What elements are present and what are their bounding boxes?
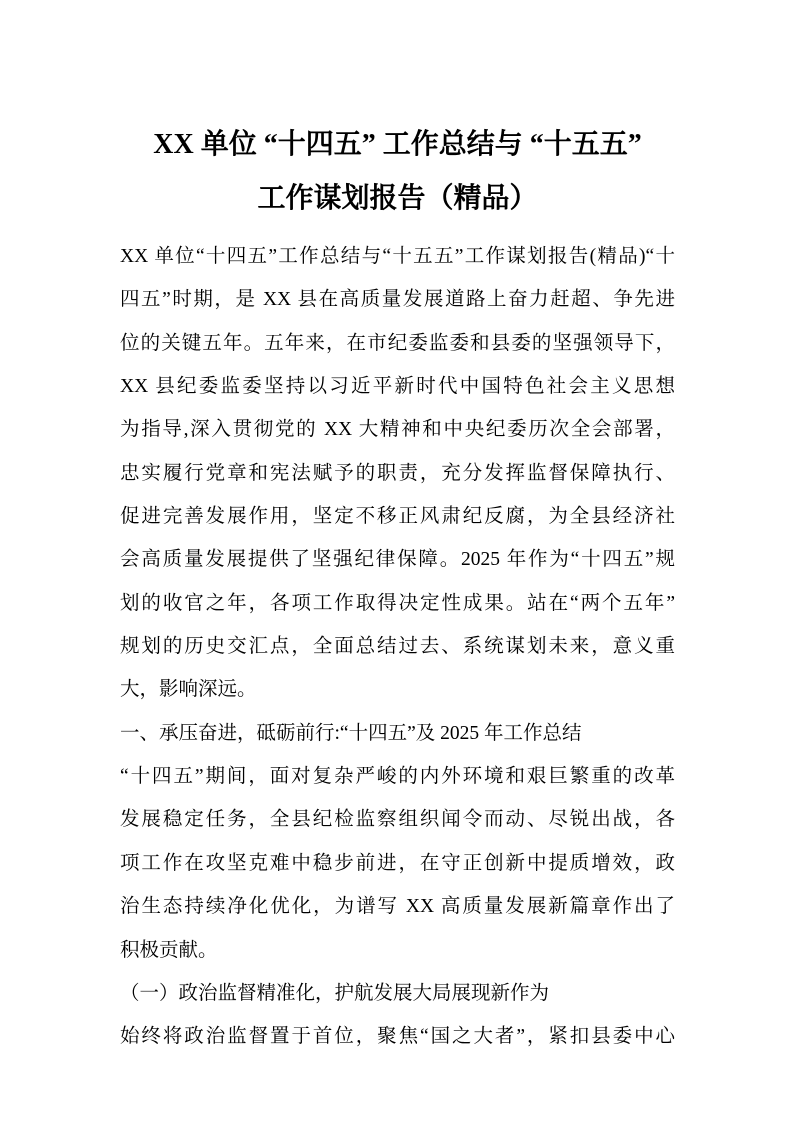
body-line: 积极贡献。 bbox=[120, 939, 218, 961]
body-line: 忠实履行党章和宪法赋予的职责，充分发挥监督保障执行、 bbox=[120, 462, 675, 484]
body-line: 四五”时期，是 XX 县在高质量发展道路上奋力赶超、争先进 bbox=[120, 289, 675, 311]
body-line: XX 单位“十四五”工作总结与“十五五”工作谋划报告(精品)“十 bbox=[120, 246, 675, 267]
body-line: “十四五”期间，面对复杂严峻的内外环境和艰巨繁重的改革 bbox=[120, 766, 675, 788]
document-body bbox=[120, 235, 675, 1059]
subsection-heading: （一）政治监督精准化，护航发展大局展现新作为 bbox=[120, 982, 550, 1004]
document-title bbox=[120, 118, 675, 226]
body-line: 促进完善发展作用，坚定不移正风肃纪反腐，为全县经济社 bbox=[120, 506, 675, 528]
body-line: 为指导,深入贯彻党的 XX 大精神和中央纪委历次全会部署， bbox=[120, 419, 675, 441]
body-line: 始终将政治监督置于首位，聚焦“国之大者”，紧扣县委中心 bbox=[120, 1026, 675, 1048]
body-line: 位的关键五年。五年来，在市纪委监委和县委的坚强领导下， bbox=[120, 332, 675, 354]
body-line: 规划的历史交汇点，全面总结过去、系统谋划未来，意义重 bbox=[120, 636, 675, 658]
section-heading: 一、承压奋进，砥砺前行:“十四五”及 2025 年工作总结 bbox=[120, 722, 582, 744]
document-title-line-2: 工作谋划报告（精品） bbox=[257, 183, 538, 214]
document-title-line-1: XX 单位 “十四五” 工作总结与 “十五五” bbox=[153, 129, 642, 160]
document-content bbox=[120, 118, 675, 1059]
body-line: 划的收官之年，各项工作取得决定性成果。站在“两个五年” bbox=[120, 592, 675, 614]
body-line: 会高质量发展提供了坚强纪律保障。2025 年作为“十四五”规 bbox=[120, 549, 675, 571]
body-line: XX 县纪委监委坚持以习近平新时代中国特色社会主义思想 bbox=[120, 376, 675, 398]
body-line: 大，影响深远。 bbox=[120, 679, 257, 701]
body-line: 项工作在攻坚克难中稳步前进，在守正创新中提质增效，政 bbox=[120, 852, 675, 874]
body-line: 治生态持续净化优化，为谱写 XX 高质量发展新篇章作出了 bbox=[120, 896, 675, 918]
body-line: 发展稳定任务，全县纪检监察组织闻令而动、尽锐出战，各 bbox=[120, 809, 675, 831]
